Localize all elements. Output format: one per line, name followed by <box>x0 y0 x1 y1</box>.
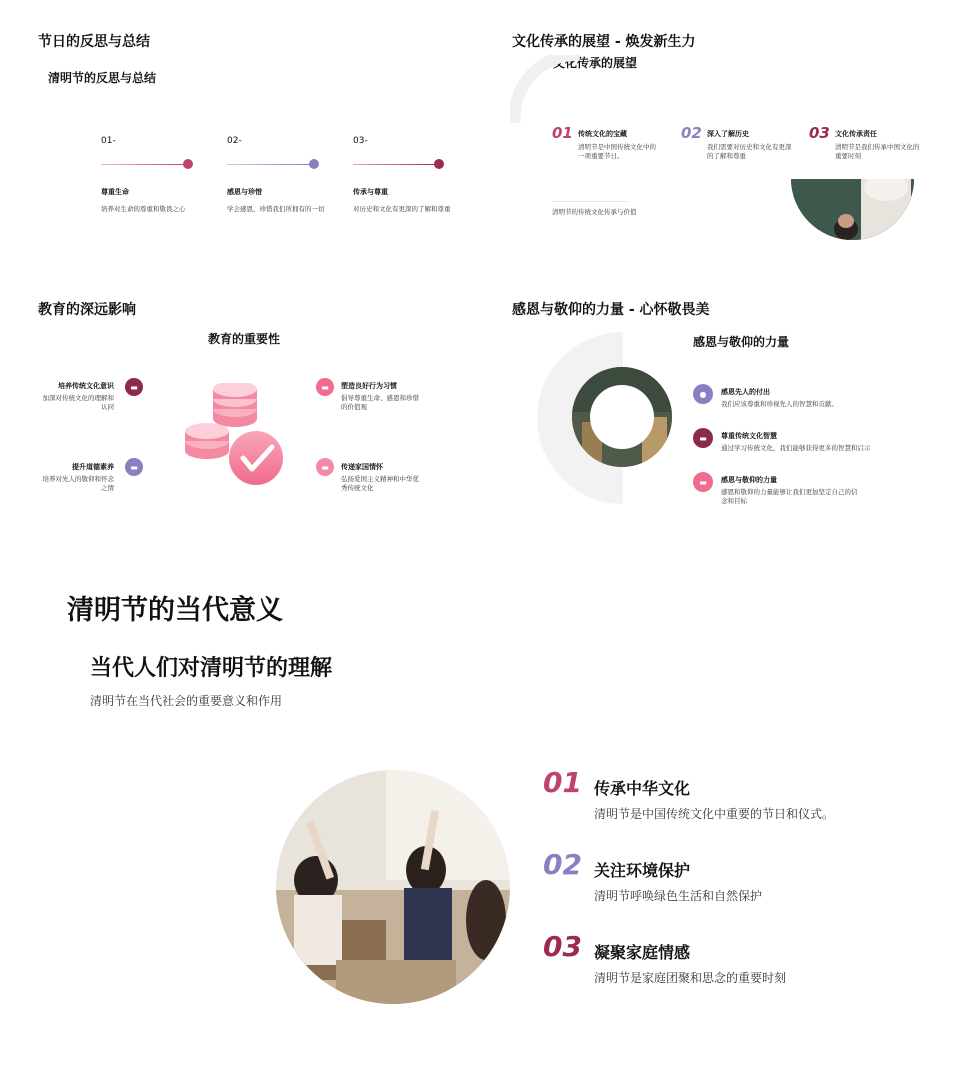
step-desc: 对历史和文化有更深的了解和尊重 <box>353 205 451 213</box>
step-number: 01- <box>101 136 116 146</box>
step-number: 03- <box>353 136 368 146</box>
coins-check-illustration <box>180 383 290 488</box>
slide-title: 清明节的反思与总结 <box>48 71 157 85</box>
item-title: 传承中华文化 <box>594 779 691 798</box>
gratitude-item-title: 感恩与敬仰的力量 <box>721 476 777 484</box>
card-icon: ▬ <box>316 378 334 396</box>
step-line <box>101 164 187 165</box>
item-desc: 清明节是中国传统文化中的一项重要节日。 <box>578 143 656 160</box>
section-title: 节日的反思与总结 <box>38 34 150 50</box>
section-title: 教育的深远影响 <box>38 302 136 318</box>
item-title: 关注环境保护 <box>594 861 691 880</box>
step-desc: 培养对生命的尊重和敬畏之心 <box>101 205 186 213</box>
edu-item-title: 塑造良好行为习惯 <box>341 382 397 390</box>
item-title: 文化传承责任 <box>835 130 877 138</box>
slide-title: 文化传承的展望 <box>553 56 638 70</box>
item-number: 01 <box>552 124 573 142</box>
item-number: 03 <box>543 930 582 963</box>
classroom-photo <box>572 367 672 467</box>
item-number: 03 <box>809 124 830 142</box>
section-title: 清明节的当代意义 <box>67 595 283 626</box>
item-desc: 清明节是中国传统文化中重要的节日和仪式。 <box>594 807 835 821</box>
item-number: 02 <box>681 124 702 142</box>
section-title: 文化传承的展望 - 焕发新生力 <box>512 34 696 50</box>
slide-title: 当代人们对清明节的理解 <box>90 656 333 681</box>
step-title: 尊重生命 <box>101 188 129 196</box>
item-number: 01 <box>543 766 582 799</box>
chat-icon: ▬ <box>693 472 713 492</box>
book-icon: ▬ <box>693 428 713 448</box>
edu-item-title: 传递家国情怀 <box>341 463 383 471</box>
item-title: 传统文化的宝藏 <box>578 130 627 138</box>
step-dot <box>183 159 193 169</box>
step-title: 感恩与珍惜 <box>227 188 262 196</box>
edu-item-desc: 培养对先人的敬仰和怀念之情 <box>42 475 114 492</box>
item-desc: 我们需要对历史和文化有更深的了解和尊重 <box>707 143 792 160</box>
heart-icon: ● <box>693 384 713 404</box>
gratitude-item-title: 尊重传统文化智慧 <box>721 432 777 440</box>
book-icon: ▬ <box>125 378 143 396</box>
step-line <box>353 164 439 165</box>
step-dot <box>309 159 319 169</box>
slide-subtitle: 清明节在当代社会的重要意义和作用 <box>90 694 283 708</box>
step-desc: 学会感恩，珍惜我们所拥有的一切 <box>227 205 325 213</box>
slide-title: 感恩与敬仰的力量 <box>693 335 790 349</box>
gratitude-item-desc: 通过学习传统文化，我们能够获得更多的智慧和启示 <box>721 444 871 452</box>
card-icon: ▬ <box>316 458 334 476</box>
item-desc: 清明节是我们传承中国文化的重要时刻 <box>835 143 920 160</box>
slide-title: 教育的重要性 <box>208 332 281 346</box>
step-line <box>227 164 313 165</box>
section-title: 感恩与敬仰的力量 - 心怀敬畏美 <box>512 302 710 318</box>
item-desc: 清明节是家庭团聚和思念的重要时刻 <box>594 971 787 985</box>
step-title: 传承与尊重 <box>353 188 388 196</box>
step-dot <box>434 159 444 169</box>
decorative-arc <box>510 55 590 130</box>
gratitude-item-title: 感恩先人的付出 <box>721 388 770 396</box>
item-title: 凝聚家庭情感 <box>594 943 691 962</box>
students-photo <box>276 770 510 1004</box>
item-desc: 清明节呼唤绿色生活和自然保护 <box>594 889 763 903</box>
edu-item-desc: 倡导尊重生命、感恩和珍惜的价值观 <box>341 394 419 411</box>
footer-text: 清明节的传统文化传承与价值 <box>552 208 637 216</box>
item-number: 02 <box>543 848 582 881</box>
edu-item-desc: 弘扬爱国主义精神和中华优秀传统文化 <box>341 475 419 492</box>
edu-item-title: 提升道德素养 <box>72 463 114 471</box>
gratitude-item-desc: 我们应该尊重和珍视先人的智慧和贡献。 <box>721 400 838 408</box>
step-number: 02- <box>227 136 242 146</box>
gratitude-item-desc: 感恩和敬仰的力量能够让我们更加坚定自己的信念和目标 <box>721 488 858 505</box>
edu-item-title: 培养传统文化意识 <box>58 382 114 390</box>
divider <box>552 201 628 202</box>
item-title: 深入了解历史 <box>707 130 749 138</box>
chat-icon: ▬ <box>125 458 143 476</box>
teacher-photo <box>791 179 914 241</box>
edu-item-desc: 加深对传统文化的理解和认同 <box>42 394 114 411</box>
